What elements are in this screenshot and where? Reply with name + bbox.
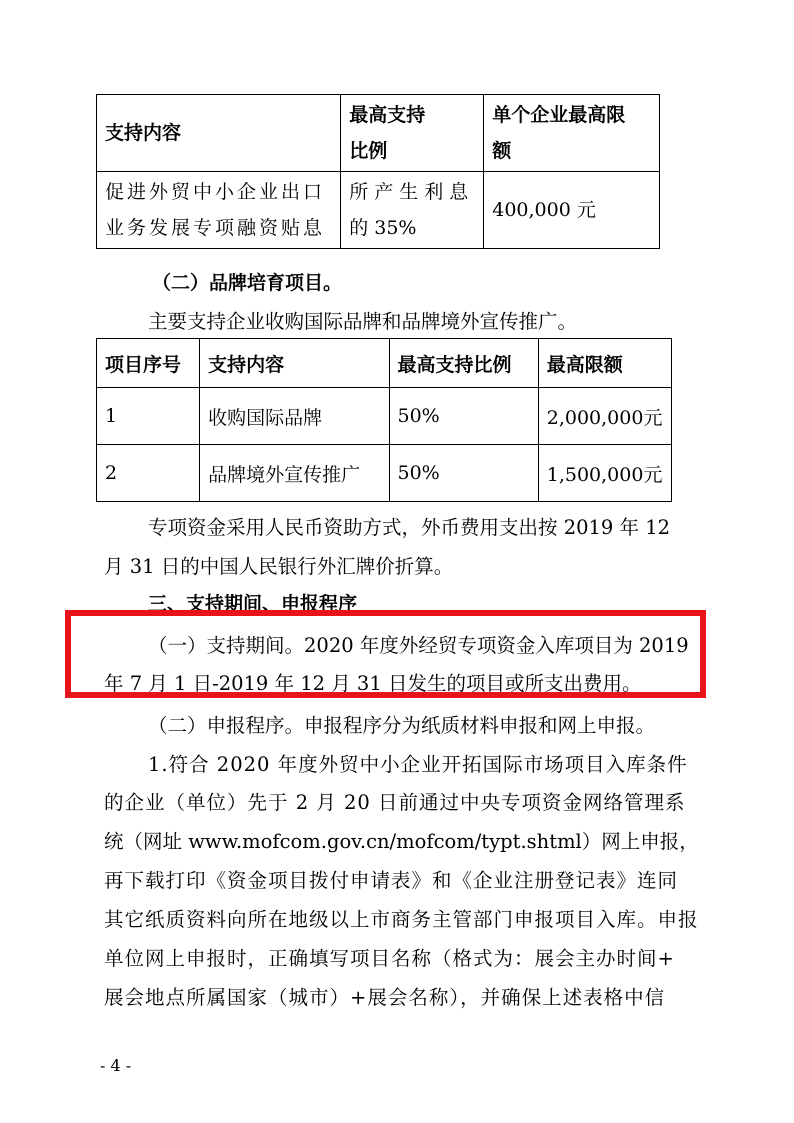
paragraph-line: 统（网址 www.mofcom.gov.cn/mofcom/typt.shtml）网上申报，: [104, 830, 699, 853]
header-line: 最高支持: [349, 104, 426, 126]
table-cell: 2: [97, 445, 200, 502]
paragraph-line: 再下载打印《资金项目拨付申请表》和《企业注册登记表》连同: [104, 869, 679, 892]
page-number: - 4 -: [100, 1056, 132, 1075]
header-line: 单个企业最高限: [492, 104, 626, 126]
paragraph-line: 专项资金采用人民币资助方式，外币费用支出按 2019 年 12: [148, 516, 671, 539]
table-cell: 50%: [389, 388, 538, 445]
paragraph-line: （一）支持期间。2020 年度外经贸专项资金入库项目为 2019: [148, 634, 689, 657]
table-cell: 1: [97, 388, 200, 445]
header-line: 支持内容: [105, 122, 182, 144]
cell-line: 的 35%: [349, 217, 417, 239]
paragraph-line: 月 31 日的中国人民银行外汇牌价折算。: [104, 555, 454, 578]
table-header-row: [97, 95, 660, 172]
paragraph-line: 展会地点所属国家（城市）+展会名称），并确保上述表格中信: [104, 986, 666, 1009]
paragraph-line: 年 7 月 1 日-2019 年 12 月 31 日发生的项目或所支出费用。: [104, 672, 642, 695]
table-header-row: [97, 339, 672, 388]
table-header-cell: 项目序号: [97, 339, 200, 388]
section-heading: （二）品牌培育项目。: [152, 272, 343, 294]
table-cell: 400,000 元: [484, 172, 660, 249]
table-cell: 品牌境外宣传推广: [200, 445, 389, 502]
table-row: [97, 172, 660, 249]
header-line: 额: [492, 140, 512, 162]
paragraph-line: 1.符合 2020 年度外贸中小企业开拓国际市场项目入库条件: [148, 753, 688, 776]
table-header-cell: 支持内容: [200, 339, 389, 388]
paragraph-line: 单位网上申报时，正确填写项目名称（格式为：展会主办时间+: [104, 947, 675, 970]
table-cell: [97, 172, 341, 249]
table-header-cell: 最高限额: [538, 339, 671, 388]
paragraph: （二）申报程序。申报程序分为纸质材料申报和网上申报。: [148, 714, 656, 737]
section-heading: 三、支持期间、申报程序: [148, 593, 358, 615]
table-header-cell: [341, 95, 484, 172]
support-table-1: [96, 94, 660, 249]
cell-line: 促进外贸中小企业出口: [105, 181, 326, 203]
highlight-box: [65, 610, 706, 698]
header-line: 比例: [349, 140, 388, 162]
table-row: [97, 388, 672, 445]
table-cell: [341, 172, 484, 249]
table-header-cell: [97, 95, 341, 172]
cell-line: 业务发展专项融资贴息: [105, 217, 326, 239]
paragraph-line: 其它纸质资料向所在地级以上市商务主管部门申报项目入库。申报: [104, 908, 699, 931]
support-table-2: [96, 338, 672, 502]
table-cell: 2,000,000元: [538, 388, 671, 445]
paragraph-line: 的企业（单位）先于 2 月 20 日前通过中央专项资金网络管理系: [104, 791, 686, 814]
table-cell: 50%: [389, 445, 538, 502]
table-cell: 1,500,000元: [538, 445, 671, 502]
paragraph: 主要支持企业收购国际品牌和品牌境外宣传推广。: [148, 310, 578, 333]
cell-line: 所产生利息: [349, 181, 475, 203]
table-header-cell: [484, 95, 660, 172]
table-cell: 收购国际品牌: [200, 388, 389, 445]
table-header-cell: 最高支持比例: [389, 339, 538, 388]
table-row: [97, 445, 672, 502]
